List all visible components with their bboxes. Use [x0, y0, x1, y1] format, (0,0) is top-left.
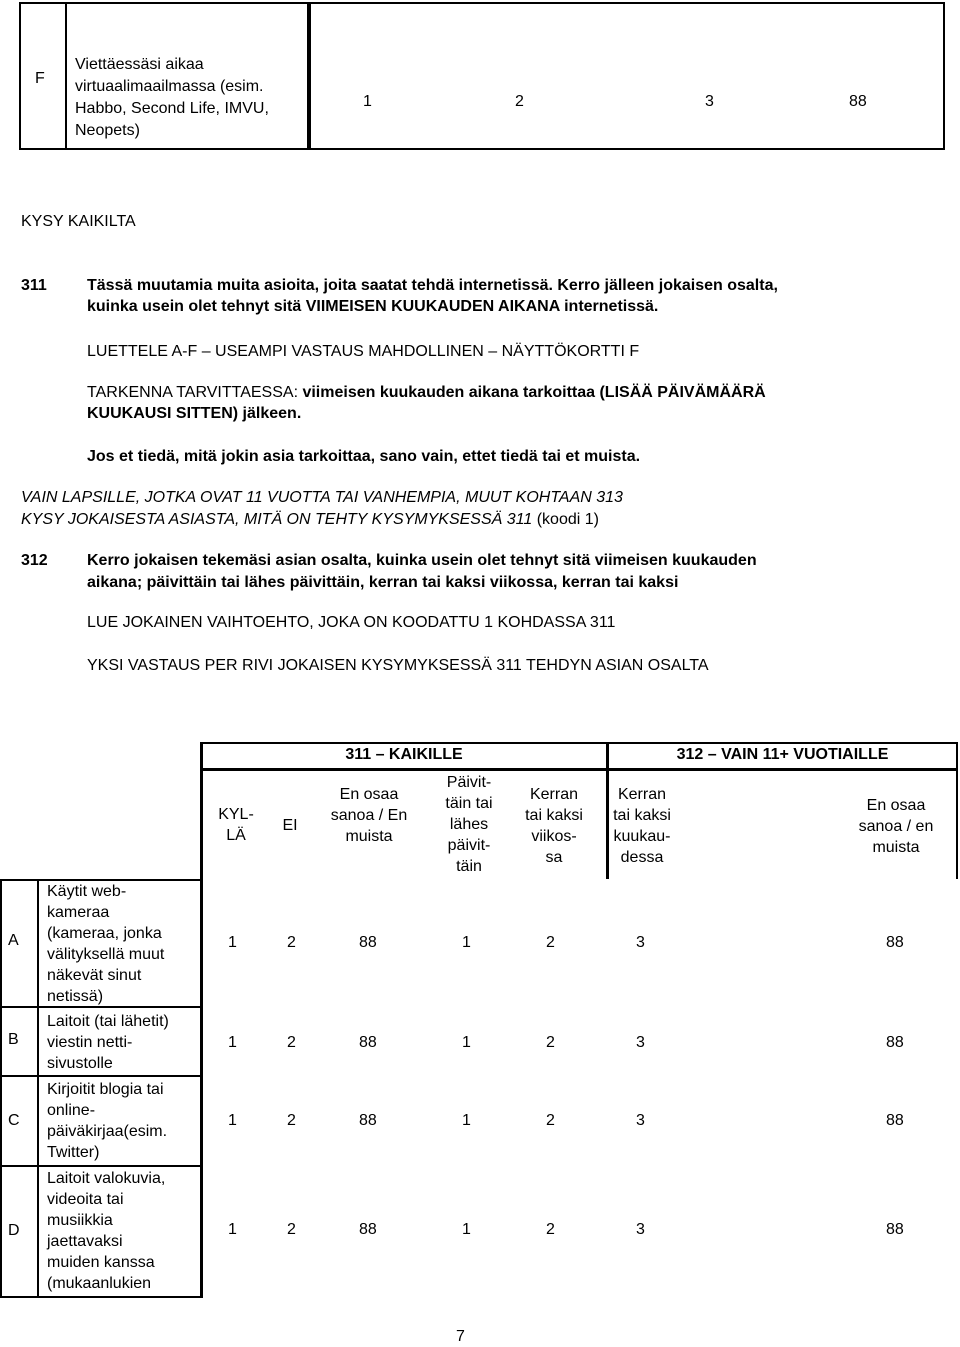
code-3[interactable]: 3: [705, 93, 714, 110]
q311-text-line2: kuinka usein olet tehnyt sitä VIIMEISEN KUUKAUDEN AIKANA internetissä.: [87, 298, 659, 315]
table-border: [0, 1165, 202, 1167]
row-b-code-en-osaa[interactable]: 88: [359, 1034, 377, 1051]
q311-tarkenna-line2: KUUKAUSI SITTEN) jälkeen.: [87, 405, 302, 422]
q311-number: 311: [21, 277, 47, 294]
row-c-code-paivittain[interactable]: 1: [462, 1112, 471, 1129]
row-d-code-en-osaa[interactable]: 88: [359, 1221, 377, 1238]
q312-lue: LUE JOKAINEN VAIHTOEHTO, JOKA ON KOODATTU 1 KOHDASSA 311: [87, 614, 616, 631]
row-b-code-ei[interactable]: 2: [287, 1034, 296, 1051]
row-d-code-kylla[interactable]: 1: [228, 1221, 237, 1238]
vain-lapsille-line1: VAIN LAPSILLE, JOTKA OVAT 11 VUOTTA TAI VANHEMPIA, MUUT KOHTAAN 313: [21, 489, 623, 506]
row-letter-cell: [21, 4, 67, 148]
row-d-code-kuukaudessa[interactable]: 3: [636, 1221, 645, 1238]
col-header-viikossa: Kerran tai kaksi viikos- sa: [525, 786, 583, 866]
row-b-code-viikossa[interactable]: 2: [546, 1034, 555, 1051]
row-label-a: Käytit web- kameraa (kameraa, jonka välityksellä muut näkevät sinut netissä): [47, 883, 165, 1005]
table-border: [956, 742, 958, 879]
table-border: [37, 879, 39, 1298]
q311-jos: Jos et tiedä, mitä jokin asia tarkoittaa, sano vain, ettet tiedä tai et muista.: [87, 448, 641, 465]
group-header-312: 312 – VAIN 11+ VUOTIAILLE: [676, 746, 889, 763]
col-header-kuukaudessa: Kerran tai kaksi kuukau- dessa: [613, 786, 671, 866]
group-header-311: 311 – KAIKILLE: [345, 746, 463, 763]
row-d-code-en-osaa-312[interactable]: 88: [886, 1221, 904, 1238]
row-c-code-en-osaa[interactable]: 88: [359, 1112, 377, 1129]
table-border: [202, 742, 958, 744]
row-letter-a: A: [8, 932, 19, 949]
row-d-code-viikossa[interactable]: 2: [546, 1221, 555, 1238]
row-a-code-en-osaa[interactable]: 88: [359, 934, 377, 951]
col-header-paivittain: Päivit- täin tai lähes päivit- täin: [445, 774, 493, 875]
col-header-kylla: KYL- LÄ: [218, 806, 254, 844]
q312-yksi: YKSI VASTAUS PER RIVI JOKAISEN KYSYMYKSESSÄ 311 TEHDYN ASIAN OSALTA: [87, 657, 709, 674]
row-a-code-paivittain[interactable]: 1: [462, 934, 471, 951]
code-88[interactable]: 88: [849, 93, 867, 110]
row-label-b: Laitoit (tai lähetit) viestin netti- sivustolle: [47, 1013, 169, 1072]
top-table-row-f: [19, 2, 945, 150]
table-border: [0, 879, 2, 1298]
q312-text-line2: aikana; päivittäin tai lähes päivittäin, kerran tai kaksi viikossa, kerran tai kaksi: [87, 574, 679, 591]
table-border: [202, 768, 958, 771]
col-header-en-osaa-311: En osaa sanoa / En muista: [330, 786, 408, 845]
row-a-code-kuukaudessa[interactable]: 3: [636, 934, 645, 951]
row-letter-c: C: [8, 1112, 20, 1129]
row-label-c: Kirjoitit blogia tai online- päiväkirjaa(esim. Twitter): [47, 1081, 168, 1161]
col-header-ei: EI: [282, 817, 298, 834]
row-c-code-viikossa[interactable]: 2: [546, 1112, 555, 1129]
row-c-code-en-osaa-312[interactable]: 88: [886, 1112, 904, 1129]
row-label-d: Laitoit valokuvia, videoita tai musiikkia jaettavaksi muiden kanssa (mukaanlukien: [47, 1170, 166, 1292]
row-c-code-kuukaudessa[interactable]: 3: [636, 1112, 645, 1129]
q312-number: 312: [21, 552, 48, 569]
row-label-cell: [65, 4, 311, 148]
row-b-code-paivittain[interactable]: 1: [462, 1034, 471, 1051]
row-letter-d: D: [8, 1222, 20, 1239]
vain-lapsille-line2: KYSY JOKAISESTA ASIASTA, MITÄ ON TEHTY KYSYMYKSESSÄ 311 (koodi 1): [21, 511, 599, 528]
row-a-code-ei[interactable]: 2: [287, 934, 296, 951]
code-2[interactable]: 2: [515, 93, 524, 110]
col-header-en-osaa-312: En osaa sanoa / en muista: [858, 797, 934, 856]
row-d-code-ei[interactable]: 2: [287, 1221, 296, 1238]
kysy-kaikilta: KYSY KAIKILTA: [21, 213, 136, 230]
row-letter-b: B: [8, 1031, 19, 1048]
row-letter: F: [35, 70, 45, 87]
q311-text-line1: Tässä muutamia muita asioita, joita saatat tehdä internetissä. Kerro jälleen jokaisen osalta,: [87, 277, 778, 294]
table-border: [0, 1296, 202, 1298]
code-1[interactable]: 1: [363, 93, 372, 110]
row-a-code-en-osaa-312[interactable]: 88: [886, 934, 904, 951]
row-b-code-en-osaa-312[interactable]: 88: [886, 1034, 904, 1051]
row-b-code-kuukaudessa[interactable]: 3: [636, 1034, 645, 1051]
q311-instruction: LUETTELE A-F – USEAMPI VASTAUS MAHDOLLINEN – NÄYTTÖKORTTI F: [87, 343, 640, 360]
row-label: Viettäessäsi aikaa virtuaalimaailmassa (esim. Habbo, Second Life, IMVU, Neopets): [75, 56, 269, 139]
row-a-code-viikossa[interactable]: 2: [546, 934, 555, 951]
q312-text-line1: Kerro jokaisen tekemäsi asian osalta, kuinka usein olet tehnyt sitä viimeisen kuukauden: [87, 552, 757, 569]
row-c-code-kylla[interactable]: 1: [228, 1112, 237, 1129]
row-c-code-ei[interactable]: 2: [287, 1112, 296, 1129]
row-d-code-paivittain[interactable]: 1: [462, 1221, 471, 1238]
row-a-code-kylla[interactable]: 1: [228, 934, 237, 951]
table-border: [0, 1075, 202, 1077]
row-b-code-kylla[interactable]: 1: [228, 1034, 237, 1051]
q311-tarkenna: TARKENNA TARVITTAESSA: viimeisen kuukauden aikana tarkoittaa (LISÄÄ PÄIVÄMÄÄRÄ: [87, 384, 766, 401]
page-number: 7: [456, 1328, 465, 1345]
